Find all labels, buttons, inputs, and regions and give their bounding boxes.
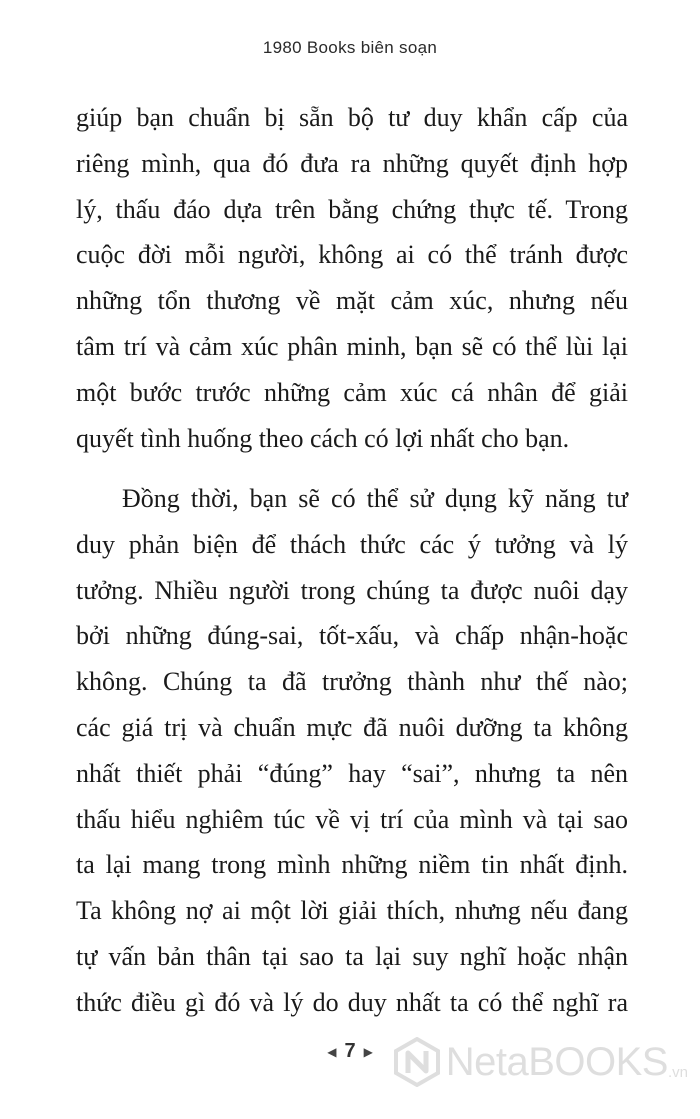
next-arrow-icon: ▶ — [363, 1044, 373, 1059]
text-line: duy phản biện để thách thức các ý tưởng và lý — [76, 529, 628, 559]
watermark-brand: NetaBOOKS — [445, 1039, 668, 1084]
text-line: những tổn thương về mặt cảm xúc, nhưng nếu — [76, 286, 628, 316]
text-line: tâm trí và cảm xúc phân minh, bạn sẽ có thể lùi lại — [76, 331, 628, 361]
netabooks-logo-icon — [394, 1037, 440, 1087]
text-line: tự vấn bản thân tại sao ta lại suy nghĩ hoặc nhận — [76, 941, 628, 971]
running-header: 1980 Books biên soạn — [262, 38, 438, 57]
text-line: các giá trị và chuẩn mực đã nuôi dưỡng ta không — [76, 712, 628, 742]
text-line: một bước trước những cảm xúc cá nhân để giải — [76, 377, 628, 407]
text-line: tưởng. Nhiều người trong chúng ta được nuôi dạy — [76, 575, 628, 605]
paragraph-2 — [76, 476, 628, 1026]
text-line: riêng mình, qua đó đưa ra những quyết định hợp — [76, 148, 628, 178]
text-line: nhất thiết phải “đúng” hay “sai”, nhưng ta nên — [76, 758, 628, 788]
page-number: 7 — [344, 1040, 356, 1062]
text-line: thức điều gì đó và lý do duy nhất ta có thể nghĩ ra — [76, 987, 628, 1017]
prev-arrow-icon: ◀ — [327, 1044, 337, 1059]
paragraph-1 — [76, 95, 628, 461]
text-line: thấu hiểu nghiêm túc về vị trí của mình và tại sao — [76, 804, 628, 834]
text-line: ta lại mang trong mình những niềm tin nhất định. — [76, 850, 628, 880]
watermark-suffix: .vn — [667, 1064, 688, 1081]
text-line: quyết tình huống theo cách có lợi nhất cho bạn. — [76, 423, 570, 453]
text-line: không. Chúng ta đã trưởng thành như thế nào; — [76, 667, 628, 697]
text-line: Đồng thời, bạn sẽ có thể sử dụng kỹ năng tư — [122, 484, 628, 513]
watermark — [394, 1037, 688, 1087]
text-line: Ta không nợ ai một lời giải thích, nhưng nếu đang — [76, 896, 628, 926]
text-line: lý, thấu đáo dựa trên bằng chứng thực tế. Trong — [76, 194, 628, 224]
text-line: giúp bạn chuẩn bị sẵn bộ tư duy khẩn cấp của — [76, 103, 628, 132]
text-line: cuộc đời mỗi người, không ai có thể tránh được — [76, 240, 628, 270]
text-line: bởi những đúng-sai, tốt-xấu, và chấp nhận-hoặc — [76, 621, 628, 651]
